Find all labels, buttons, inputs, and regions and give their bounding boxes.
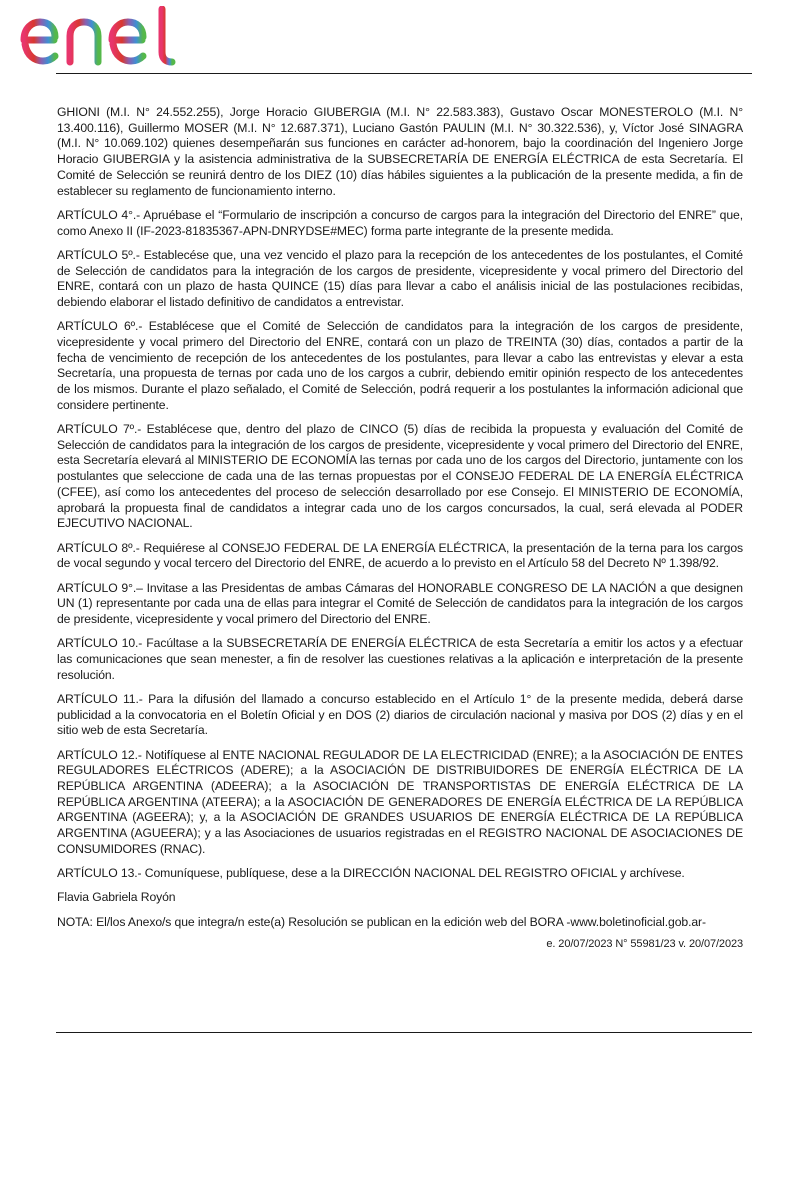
signature: Flavia Gabriela Royón xyxy=(57,890,176,905)
paragraph-article-8: ARTÍCULO 8º.- Requiérese al CONSEJO FEDERAL DE LA ENERGÍA ELÉCTRICA, la presentación de la terna para los cargos de vocal segundo y vocal tercero del Directorio del ENRE, de acuerdo a lo previsto en el Artículo 58 del Decreto Nº 1.398/92. xyxy=(57,540,743,571)
paragraph-article-9: ARTÍCULO 9°.– Invitase a las Presidentas de ambas Cámaras del HONORABLE CONGRESO DE LA NACIÓN a que designen UN (1) representante por cada una de ellas para integrar el Comité de Selección de candidatos para la integración de los cargos de presidente, vicepresidente y vocal primero del Directorio del ENRE. xyxy=(57,580,743,626)
paragraph-article-12: ARTÍCULO 12.- Notifíquese al ENTE NACIONAL REGULADOR DE LA ELECTRICIDAD (ENRE); a la ASOCIACIÓN DE ENTES REGULADORES ELÉCTRICOS (ADERE); a la ASOCIACIÓN DE DISTRIBUIDORES DE ENERGÍA ELÉCTRICA DE LA REPÚBLICA ARGENTINA (ADEERA); a la ASOCIACIÓN DE TRANSPORTISTAS DE ENERGÍA ELÉCTRICA DE LA REPÚBLICA ARGENTINA (ATEERA); a la ASOCIACIÓN DE GENERADORES DE ENERGÍA ELÉCTRICA DE LA REPÚBLICA ARGENTINA (AGEERA); y, a la ASOCIACIÓN DE GRANDES USUARIOS DE ENERGÍA ELÉCTRICA DE LA REPÚBLICA ARGENTINA (AGUEERA); y a las Asociaciones de usuarios registradas en el REGISTRO NACIONAL DE ASOCIACIONES DE CONSUMIDORES (RNAC). xyxy=(57,747,743,856)
publication-reference: e. 20/07/2023 N° 55981/23 v. 20/07/2023 xyxy=(546,938,743,951)
paragraph-article-10: ARTÍCULO 10.- Facúltase a la SUBSECRETARÍA DE ENERGÍA ELÉCTRICA de esta Secretaría a emitir los actos y a efectuar las comunicaciones que sean menester, a fin de resolver las cuestiones relativas a la aplicación e interpretación de la presente resolución. xyxy=(57,636,743,682)
paragraph-committee-members: GHIONI (M.I. N° 24.552.255), Jorge Horacio GIUBERGIA (M.I. N° 22.583.383), Gustavo Oscar MONESTEROLO (M.I. N° 13.400.116), Guillermo MOSER (M.I. N° 12.687.371), Luciano Gastón PAULIN (M.I. N° 30.322.536), y, Víctor José SINAGRA (M.I. N° 10.069.102) quienes desempeñarán sus funciones en carácter ad-honorem, bajo la coordinación del Ingeniero Jorge Horacio GIUBERGIA y la asistencia administrativa de la SUBSECRETARÍA DE ENERGÍA ELÉCTRICA de esta Secretaría. El Comité de Selección se reunirá dentro de los DIEZ (10) días hábiles siguientes a la publicación de la presente medida, a fin de establecer su reglamento de funcionamiento interno. xyxy=(57,105,743,198)
paragraph-article-4: ARTÍCULO 4°.- Apruébase el “Formulario de inscripción a concurso de cargos para la integración del Directorio del ENRE” que, como Anexo II (IF-2023-81835367-APN-DNRYDSE#MEC) forma parte integrante de la presente medida. xyxy=(57,207,743,238)
paragraph-article-7: ARTÍCULO 7º.- Establécese que, dentro del plazo de CINCO (5) días de recibida la propuesta y evaluación del Comité de Selección de candidatos para la integración de los cargos de presidente, vicepresidente y vocal primero del Directorio del ENRE, esta Secretaría elevará al MINISTERIO DE ECONOMÍA las ternas por cada uno de los cargos del Directorio, juntamente con los postulantes que seleccione de cada una de las ternas propuestas por el CONSEJO FEDERAL DE LA ENERGÍA ELÉCTRICA (CFEE), así como los antecedentes del proceso de selección desarrollado por ese Consejo. El MINISTERIO DE ECONOMÍA, aprobará la propuesta final de candidatos a integrar cada uno de los cargos concursados, la cual, será elevada al PODER EJECUTIVO NACIONAL. xyxy=(57,422,743,531)
document-body xyxy=(57,105,743,961)
paragraph-article-13: ARTÍCULO 13.- Comuníquese, publíquese, dese a la DIRECCIÓN NACIONAL DEL REGISTRO OFICIAL y archívese. xyxy=(57,866,685,881)
footer-divider xyxy=(56,1032,752,1033)
paragraph-article-11: ARTÍCULO 11.- Para la difusión del llamado a concurso establecido en el Artículo 1° de la presente medida, deberá darse publicidad a la convocatoria en el Boletín Oficial y en DOS (2) diarios de circulación nacional y masiva por DOS (2) días y en el sitio web de esta Secretaría. xyxy=(57,691,743,738)
annex-note: NOTA: El/los Anexo/s que integra/n este(a) Resolución se publican en la edición web del BORA -www.boletinoficial.gob.ar- xyxy=(57,914,706,929)
enel-logo xyxy=(18,6,182,68)
header-divider xyxy=(56,73,752,74)
paragraph-article-5: ARTÍCULO 5º.- Establecése que, una vez vencido el plazo para la recepción de los antecedentes de los postulantes, el Comité de Selección de candidatos para la integración de los cargos de presidente, vicepresidente y vocal primero del Directorio del ENRE, contará con un plazo de hasta QUINCE (15) días para llevar a cabo el análisis inicial de las postulaciones recibidas, debiendo elaborar el listado definitivo de candidatos a entrevistar. xyxy=(57,247,743,309)
paragraph-article-6: ARTÍCULO 6º.- Establécese que el Comité de Selección de candidatos para la integración de los cargos de presidente, vicepresidente y vocal primero del Directorio del ENRE, contará con un plazo de TREINTA (30) días, contados a partir de la fecha de vencimiento de recepción de los antecedentes de los postulantes, para llevar a cabo las entrevistas y elevar a esta Secretaría, una propuesta de ternas por cada uno de los cargos a cubrir, debiendo emitir opinión respecto de los antecedentes de los mismos. Durante el plazo señalado, el Comité de Selección, podrá requerir a los postulantes la información adicional que considere pertinente. xyxy=(57,319,743,412)
